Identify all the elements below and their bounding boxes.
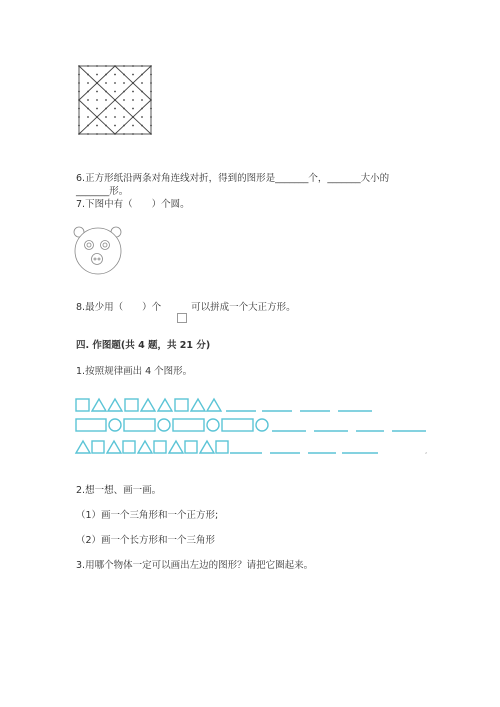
grid-dot <box>123 82 125 84</box>
grid-dot <box>96 108 98 110</box>
pattern-row-3 <box>74 439 384 455</box>
grid-dot <box>96 91 98 93</box>
grid-dot <box>105 116 107 118</box>
grid-dot <box>114 74 116 76</box>
pattern-row-2 <box>74 417 434 433</box>
grid-dot <box>132 91 134 93</box>
bear-face-figure <box>72 224 124 276</box>
grid-dot <box>132 125 134 127</box>
problem-3-text: 3.用哪个物体一定可以画出左边的图形？请把它圈起来。 <box>76 560 314 571</box>
grid-dot <box>123 116 125 118</box>
grid-dot <box>141 116 143 118</box>
problem-1-text: 1.按照规律画出 4 个图形。 <box>76 366 193 377</box>
grid-dot <box>132 108 134 110</box>
grid-dot <box>105 99 107 101</box>
small-square-icon <box>177 313 187 323</box>
grid-dot <box>114 91 116 93</box>
grid-dot <box>87 99 89 101</box>
grid-dot <box>132 99 134 101</box>
problem-2-text: 2.想一想、画一画。 <box>76 485 162 496</box>
grid-dot <box>87 82 89 84</box>
question-7-text: 7.下图中有（ ）个圆。 <box>76 199 190 210</box>
stray-mark: , <box>425 447 428 455</box>
grid-dot <box>141 82 143 84</box>
question-6-line-1: 6.正方形纸沿两条对角连线对折，得到的图形是_______个，_______大小的 <box>76 173 390 184</box>
pattern-row-1 <box>74 397 384 413</box>
grid-dot <box>105 82 107 84</box>
grid-dot <box>132 74 134 76</box>
grid-dot <box>96 74 98 76</box>
question-8-before: 8.最少用（ ）个 <box>76 302 162 313</box>
grid-dot <box>114 108 116 110</box>
question-6-line-2: _______形。 <box>76 186 129 197</box>
grid-dot <box>96 99 98 101</box>
grid-dot <box>114 125 116 127</box>
grid-dot <box>141 99 143 101</box>
problem-2-sub-1: （1）画一个三角形和一个正方形; <box>76 510 219 521</box>
problem-2-sub-2: （2）画一个长方形和一个三角形 <box>76 535 216 546</box>
grid-dot <box>123 99 125 101</box>
grid-dot <box>114 116 116 118</box>
section-4-title: 四. 作图题(共 4 题，共 21 分) <box>76 340 211 351</box>
grid-dot <box>114 82 116 84</box>
grid-dot <box>96 125 98 127</box>
grid-dot <box>87 116 89 118</box>
question-8-after: 可以拼成一个大正方形。 <box>191 302 296 313</box>
dotted-grid-figure <box>75 63 155 138</box>
